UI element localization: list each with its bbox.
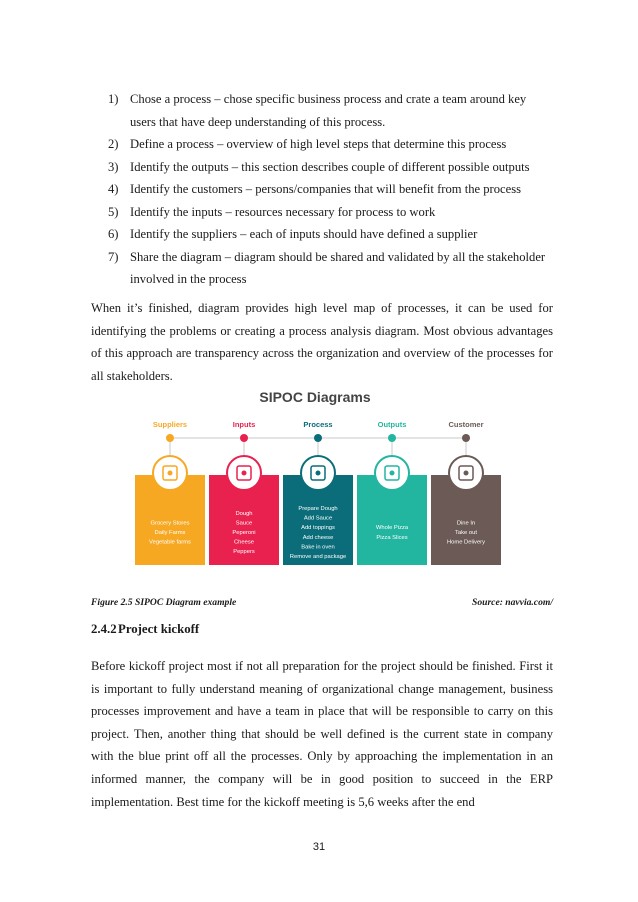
list-item	[108, 201, 553, 224]
paragraph-project-kickoff: Before kickoff project most if not all preparation for the project should be finished. First it is important to fully understand meaning of organizational change management, business processes improvement and have a team in place that will be responsible to carry on this project. Then, another thing that should be well defined is the current state in company with the blue print off all the processes. Only by approaching the implementation in an informed manner, the company will be in good position to succeed in the ERP implementation. Best time for the kickoff meeting is 5,6 weeks after the end	[91, 659, 553, 809]
figure-caption	[91, 597, 553, 608]
column-dot	[166, 434, 174, 442]
column-dot	[314, 434, 322, 442]
paragraph-sipoc-summary: When it’s finished, diagram provides high level map of processes, it can be used for identifying the problems or creating a process analysis diagram. Most obvious advantages of this approach are transparency across the organization and overview of the processes for all stakeholders.	[91, 301, 553, 383]
list-item	[108, 178, 553, 201]
column-item: Take out	[455, 530, 477, 536]
caption-label: Figure 2.5 SIPOC Diagram example	[91, 597, 237, 608]
list-item	[108, 246, 553, 291]
list-number: 1)	[108, 92, 119, 106]
column-dot	[240, 434, 248, 442]
column-item: Cheese	[234, 539, 254, 546]
column-dot	[388, 434, 396, 442]
list-text: Chose a process – chose specific business process and crate a team around key users that have deep understanding of this process.	[130, 92, 527, 129]
sipoc-diagram	[133, 385, 503, 571]
list-number: 4)	[108, 182, 119, 196]
column-item: Peppers	[233, 549, 255, 556]
column-header: Inputs	[232, 420, 256, 429]
column-header: Outputs	[377, 420, 407, 429]
list-number: 5)	[108, 204, 119, 219]
column-item: Add cheese	[302, 534, 334, 541]
page-number: 31	[312, 841, 326, 853]
figure-title: SIPOC Diagrams	[259, 389, 371, 405]
list-number: 6)	[108, 227, 119, 241]
list-item	[108, 223, 553, 246]
process-steps-list	[108, 88, 553, 291]
list-text: Identify the outputs – this section describes couple of different possible outputs	[130, 159, 530, 174]
column-item: Grocery Stores	[150, 520, 190, 527]
list-text: Share the diagram – diagram should be shared and validated by all the stakeholder involved in the process	[130, 249, 546, 286]
column-item: Add Sauce	[303, 515, 333, 522]
column-item: Sauce	[235, 520, 253, 527]
column-item: Peperoni	[232, 530, 256, 536]
column-item: Bake in oven	[301, 544, 335, 551]
column-item: Prepare Dough	[298, 506, 338, 512]
column-header: Suppliers	[152, 420, 188, 429]
list-item	[108, 133, 553, 156]
column-item: Daily Farms	[154, 530, 186, 536]
section-heading	[91, 622, 199, 637]
column-item: Vegetable farms	[149, 539, 191, 546]
list-text: Identify the customers – persons/companies that will benefit from the process	[130, 182, 522, 196]
section-number: 2.4.2	[91, 622, 117, 636]
column-item: Whole Pizza	[375, 525, 409, 532]
column-item: Dough	[235, 510, 253, 517]
column-item: Remove and package	[289, 554, 347, 560]
list-text: Identify the inputs – resources necessary for process to work	[130, 204, 436, 219]
column-header: Customer	[448, 420, 484, 429]
column-item: Pizza Slices	[376, 534, 408, 541]
list-item	[108, 88, 553, 133]
column-item: Dine In	[456, 520, 476, 527]
list-text: Define a process – overview of high level steps that determine this process	[130, 137, 507, 151]
list-number: 3)	[108, 159, 119, 174]
list-number: 7)	[108, 249, 119, 264]
list-number: 2)	[108, 137, 119, 151]
column-item: Add toppings	[301, 525, 335, 532]
caption-source: Source: navvia.com/	[471, 597, 553, 608]
column-dot	[462, 434, 470, 442]
list-item	[108, 156, 553, 179]
section-title: Project kickoff	[118, 622, 200, 636]
list-text: Identify the suppliers – each of inputs should have defined a supplier	[130, 227, 478, 241]
column-item: Home Delivery	[446, 539, 486, 546]
column-header: Process	[303, 420, 333, 429]
